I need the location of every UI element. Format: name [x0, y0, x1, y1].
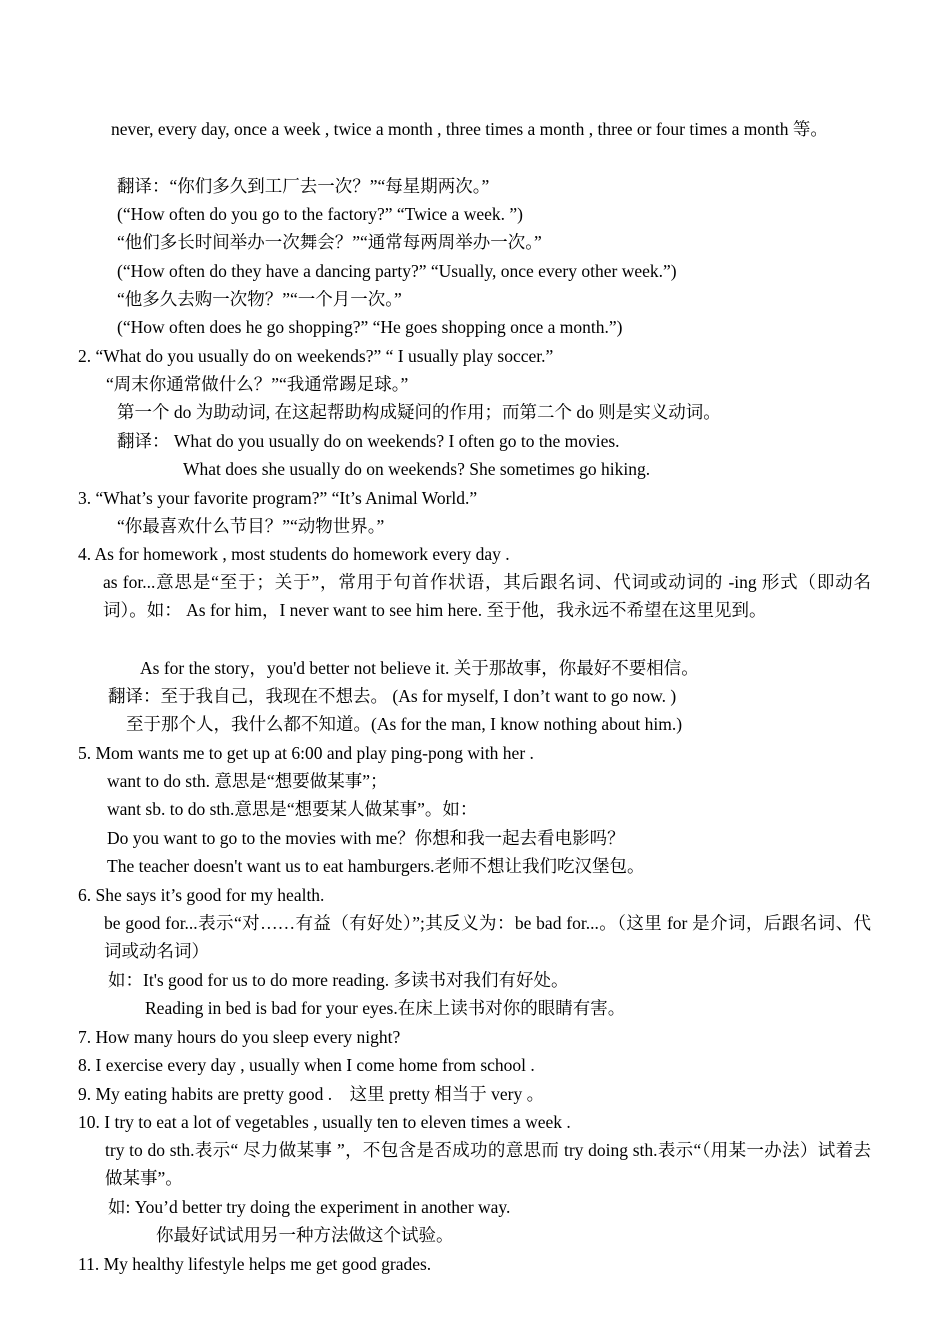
text-line: (“How often do they have a dancing party?” “Usually, once every other week.”) — [117, 261, 677, 281]
text-line: As for the story，you'd better not believe it. 关于那故事，你最好不要相信。 — [140, 658, 699, 678]
text-line: Reading in bed is bad for your eyes.在床上读书对你的眼睛有害。 — [145, 998, 626, 1018]
text-line: 如：It's good for us to do more reading. 多读书对我们有好处。 — [108, 970, 569, 990]
text-line: 翻译：“你们多久到工厂去一次？”“每星期两次。” — [117, 176, 490, 196]
numbered-item: 11. My healthy lifestyle helps me get good grades. — [78, 1254, 432, 1274]
text-line: never, every day, once a week , twice a month , three times a month , three or four times a month 等。 — [111, 119, 828, 139]
text-line: 第一个 do 为助动词, 在这起帮助构成疑问的作用；而第二个 do 则是实义动词。 — [117, 402, 721, 422]
numbered-item: 2. “What do you usually do on weekends?” “ I usually play soccer.” — [78, 346, 554, 366]
text-line: (“How often do you go to the factory?” “Twice a week. ”) — [117, 204, 523, 224]
text-line: “周末你通常做什么？”“我通常踢足球。” — [106, 374, 409, 394]
text-line: 至于那个人，我什么都不知道。(As for the man, I know nothing about him.) — [126, 714, 683, 734]
numbered-item: 3. “What’s your favorite program?” “It’s Animal World.” — [78, 488, 478, 508]
text-line: want to do sth. 意思是“想要做某事”； — [107, 771, 388, 791]
text-line: try to do sth.表示“ 尽力做某事 ”，不包含是否成功的意思而 try doing sth.表示“（用某一办法）试着去做某事”。 — [105, 1140, 871, 1188]
text-line: (“How often does he go shopping?” “He goes shopping once a month.”) — [117, 317, 623, 337]
numbered-item: 9. My eating habits are pretty good . 这里 pretty 相当于 very 。 — [78, 1084, 545, 1104]
numbered-item: 4. As for homework , most students do homework every day . — [78, 544, 510, 564]
text-line: Do you want to go to the movies with me？你想和我一起去看电影吗？ — [107, 828, 625, 848]
text-line: 如: You’d better try doing the experiment in another way. — [108, 1197, 511, 1217]
numbered-item: 10. I try to eat a lot of vegetables , usually ten to eleven times a week . — [78, 1112, 571, 1132]
text-line: want sb. to do sth.意思是“想要某人做某事”。如： — [107, 799, 478, 819]
numbered-item: 5. Mom wants me to get up at 6:00 and play ping-pong with her . — [78, 743, 534, 763]
text-line: “他多久去购一次物？”“一个月一次。” — [117, 289, 402, 309]
text-line: What does she usually do on weekends? She sometimes go hiking. — [183, 459, 651, 479]
text-line: 你最好试试用另一种方法做这个试验。 — [156, 1225, 454, 1245]
text-line: The teacher doesn't want us to eat hamburgers.老师不想让我们吃汉堡包。 — [107, 856, 645, 876]
text-line: “你最喜欢什么节目？”“动物世界。” — [117, 516, 385, 536]
text-line: be good for...表示“对……有益（有好处）”;其反义为：be bad for...。（这里 for 是介词，后跟名词、代词或动名词） — [104, 913, 871, 961]
text-line: “他们多长时间举办一次舞会？”“通常每两周举办一次。” — [117, 232, 542, 252]
numbered-item: 8. I exercise every day , usually when I come home from school . — [78, 1055, 535, 1075]
text-line: 翻译：至于我自己，我现在不想去。 (As for myself, I don’t want to go now. ) — [108, 686, 677, 706]
numbered-item: 6. She says it’s good for my health. — [78, 885, 325, 905]
text-line: 翻译： What do you usually do on weekends? I often go to the movies. — [117, 431, 620, 451]
numbered-item: 7. How many hours do you sleep every night? — [78, 1027, 401, 1047]
text-line: as for...意思是“至于；关于”，常用于句首作状语，其后跟名词、代词或动词的 -ing 形式（即动名词）。如： As for him，I never want to see him here. 至于他，我永远不希望在这里见到。 — [103, 572, 871, 620]
